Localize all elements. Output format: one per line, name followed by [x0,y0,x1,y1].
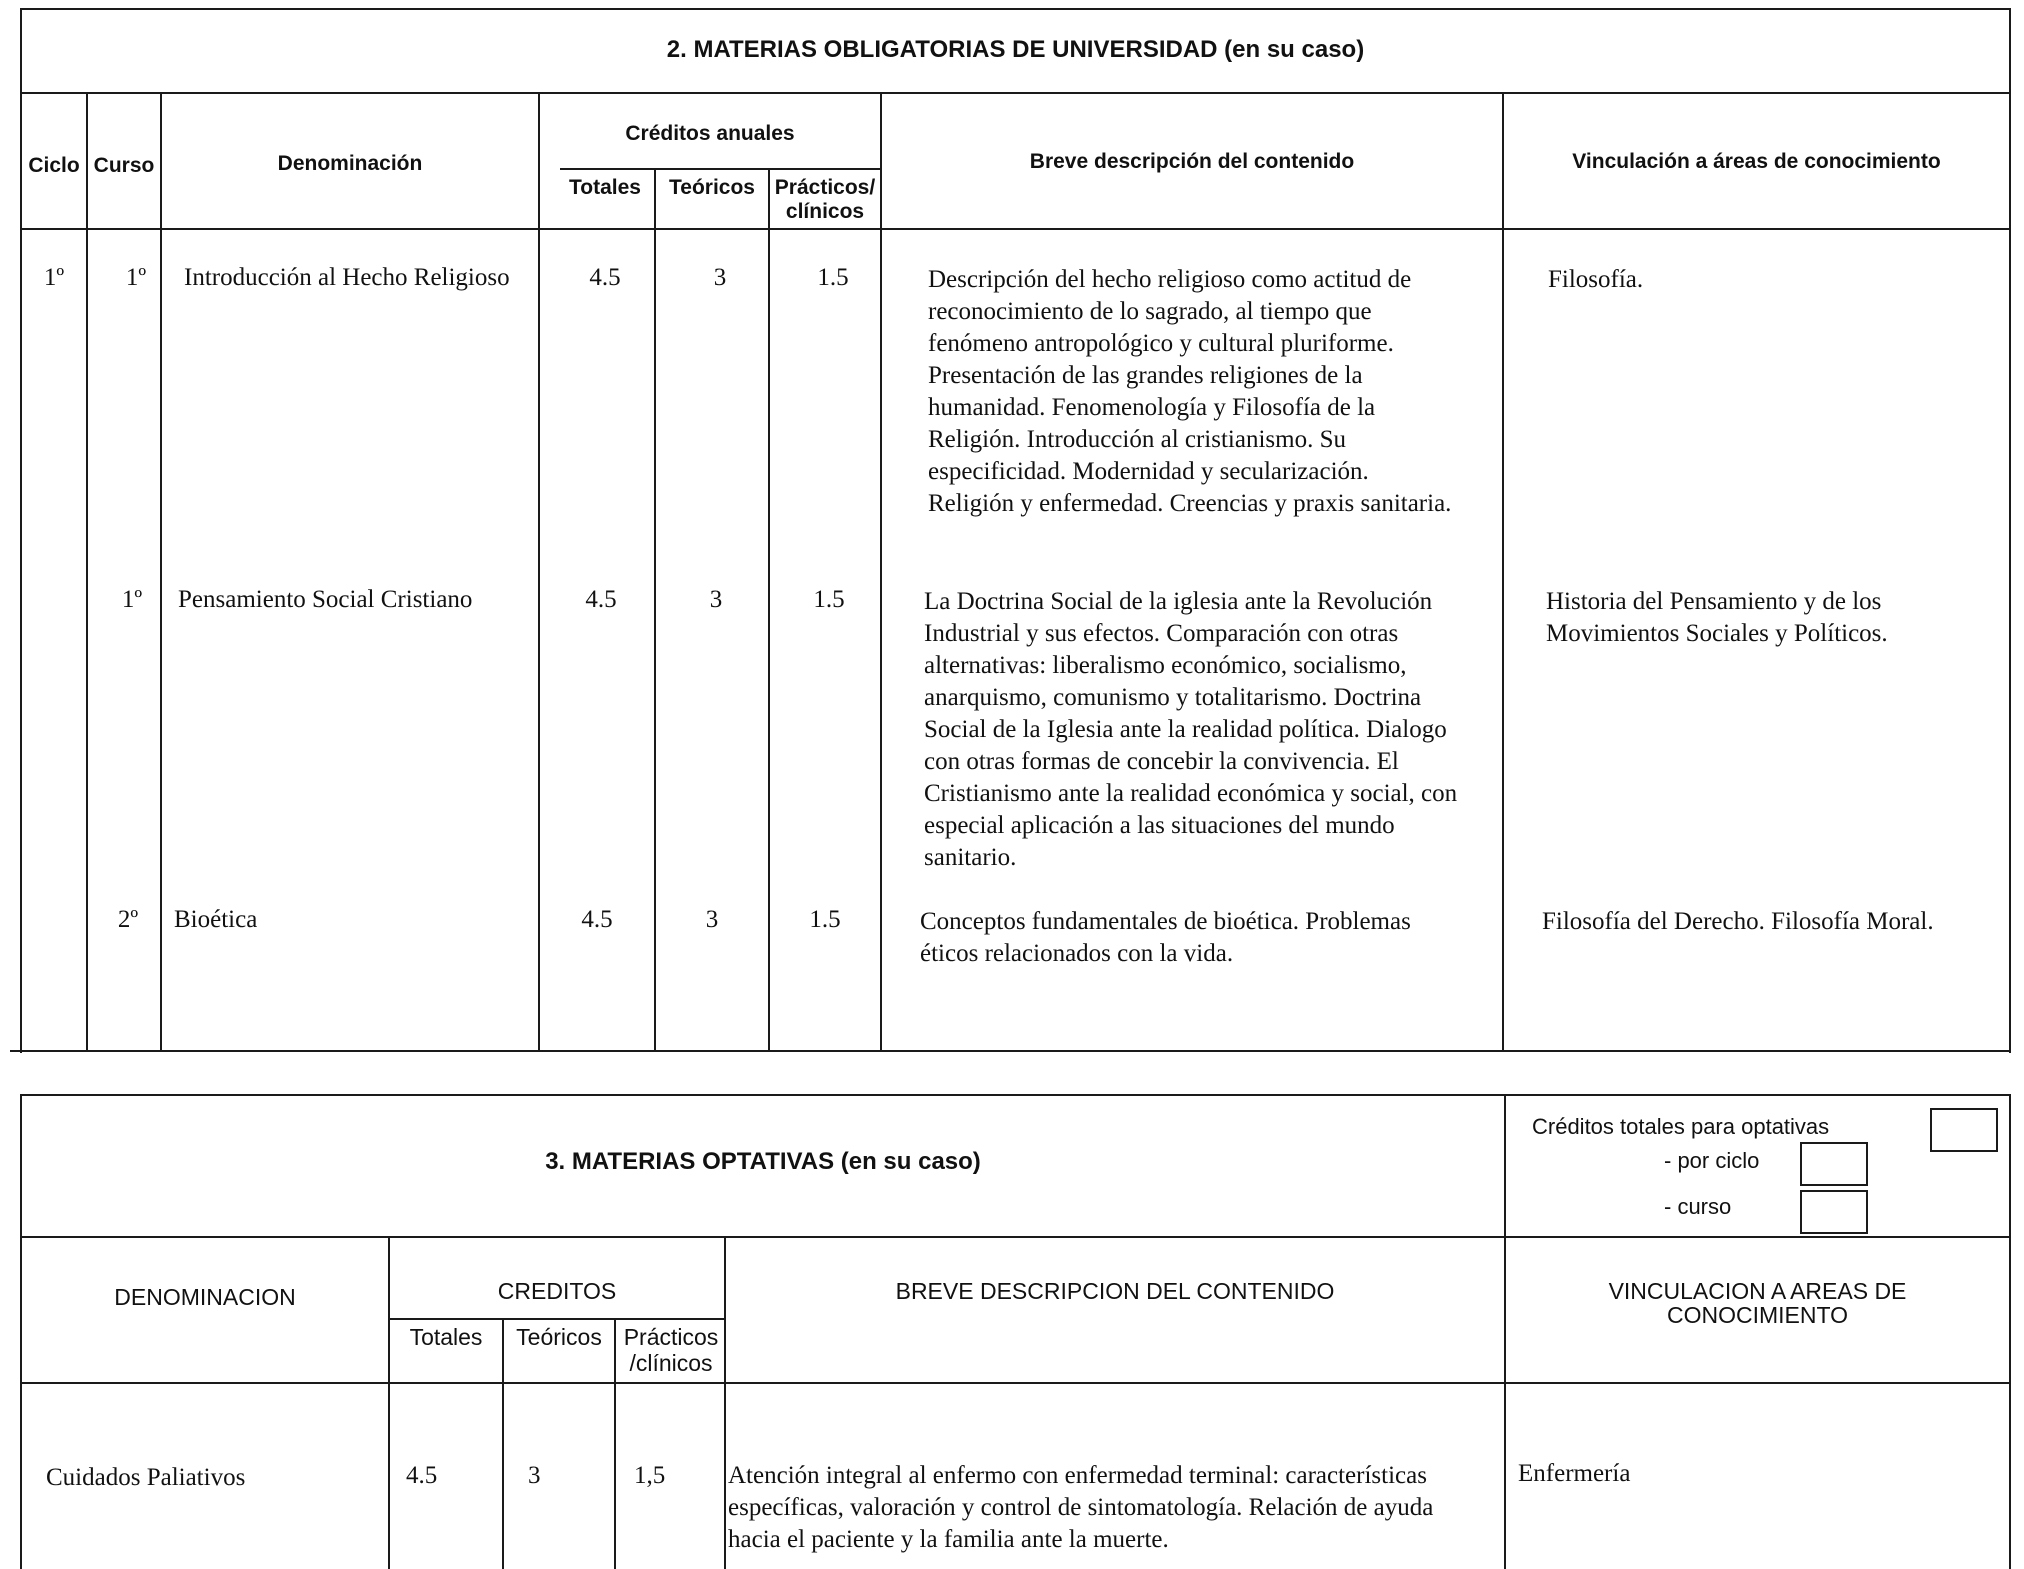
curso-label: - curso [1664,1194,1732,1219]
rule [1502,92,1504,1050]
cell-practicos: 1.5 [817,264,849,291]
cell-teoricos: 3 [709,586,723,613]
cell-teoricos: 3 [713,264,727,291]
cell-totales: 4.5 [406,1462,438,1489]
cell-practicos: 1.5 [809,906,841,933]
cell-descripcion: La Doctrina Social de la iglesia ante la Revolución Industrial y sus efectos. Comparación con otras alternativas: liberalismo económico, socialismo, anarquismo, comunismo y totalitarismo. Doctrina Social de la Iglesia ante la realidad política. Dialogo con otras formas de concebir la convivencia. El Cristianismo ante la realidad económica y social, con especial aplicación a las situaciones del mundo sanitario. [924,588,1458,871]
cell-practicos: 1.5 [813,586,845,613]
header-practicos-1: Prácticos/ [774,176,876,199]
rule [538,92,540,1050]
header-curso: Curso [93,154,155,177]
cell-curso: 1º [125,264,147,291]
rule [20,92,2011,94]
header-practicos-2: clínicos [785,200,865,223]
cell-totales: 4.5 [589,264,621,291]
cell-descripcion: Descripción del hecho religioso como actitud de reconocimiento de lo sagrado, al tiempo que fenómeno antropológico y cultural pluriforme. Presentación de las grandes religiones de la humanidad. Fenomenología y Filosofía de la Religión. Introducción al cristianismo. Su especificidad. Modernidad y secularización. Religión y enfermedad. Creencias y praxis sanitaria. [928,266,1452,517]
header-totales: Totales [409,1324,483,1350]
cell-vinculacion: Filosofía. [1548,266,1644,293]
cell-totales: 4.5 [585,586,617,613]
rule [654,168,656,1050]
header-practicos-2: /clínicos [629,1350,713,1376]
cell-denominacion: Pensamiento Social Cristiano [178,586,473,613]
rule [86,92,88,1050]
curso-field[interactable] [1800,1190,1868,1234]
rule [1504,1094,1506,1569]
section-3-title: 3. MATERIAS OPTATIVAS (en su caso) [545,1148,981,1175]
header-creditos-anuales: Créditos anuales [625,122,795,145]
cell-curso: 2º [117,906,139,933]
header-denominacion: DENOMINACION [114,1284,296,1310]
cell-teoricos: 3 [528,1462,541,1489]
cell-descripcion: Conceptos fundamentales de bioética. Problemas éticos relacionados con la vida. [920,908,1411,967]
cell-denominacion: Cuidados Paliativos [46,1464,246,1491]
por-ciclo-label: - por ciclo [1664,1148,1760,1173]
header-practicos-1: Prácticos [623,1324,719,1350]
rule [20,8,2011,10]
cell-totales: 4.5 [581,906,613,933]
rule [20,1382,2011,1384]
rule [2009,8,2011,1053]
header-descripcion: BREVE DESCRIPCION DEL CONTENIDO [895,1278,1335,1304]
cell-curso: 1º [121,586,143,613]
cell-practicos: 1,5 [634,1462,666,1489]
cell-denominacion: Introducción al Hecho Religioso [184,264,510,291]
section-2-title: 2. MATERIAS OBLIGATORIAS DE UNIVERSIDAD (en su caso) [666,36,1365,63]
rule [20,1236,2011,1238]
header-vinculacion-1: VINCULACION A AREAS DE [1608,1278,1907,1304]
rule [10,1050,2011,1052]
rule [2009,1094,2011,1569]
cell-vinculacion: Enfermería [1518,1460,1631,1487]
cell-vinculacion: Filosofía del Derecho. Filosofía Moral. [1542,908,1934,935]
header-ciclo: Ciclo [28,154,80,177]
creditos-totales-label: Créditos totales para optativas [1532,1114,1830,1139]
cell-ciclo: 1º [43,264,65,291]
rule [502,1318,504,1569]
header-creditos: CREDITOS [497,1278,617,1304]
rule [880,92,882,1050]
header-vinculacion: Vinculación a áreas de conocimiento [1572,150,1941,173]
rule [390,1318,726,1320]
header-vinculacion-2: CONOCIMIENTO [1666,1302,1849,1328]
cell-descripcion: Atención integral al enfermo con enfermedad terminal: características específicas, valoración y control de sintomatología. Relación de ayuda hacia el paciente y la familia ante la muerte. [728,1462,1434,1553]
cell-vinculacion: Historia del Pensamiento y de los Movimientos Sociales y Políticos. [1546,588,1888,647]
cell-teoricos: 3 [705,906,719,933]
rule [20,1094,2011,1096]
rule [20,228,2011,230]
header-denominacion: Denominación [277,152,423,175]
header-teoricos: Teóricos [669,176,755,199]
header-descripcion: Breve descripción del contenido [1029,150,1355,173]
cell-denominacion: Bioética [174,906,258,933]
header-teoricos: Teóricos [516,1324,602,1350]
por-ciclo-field[interactable] [1800,1142,1868,1186]
creditos-totales-field[interactable] [1930,1108,1998,1152]
header-totales: Totales [569,176,641,199]
rule [560,168,880,170]
